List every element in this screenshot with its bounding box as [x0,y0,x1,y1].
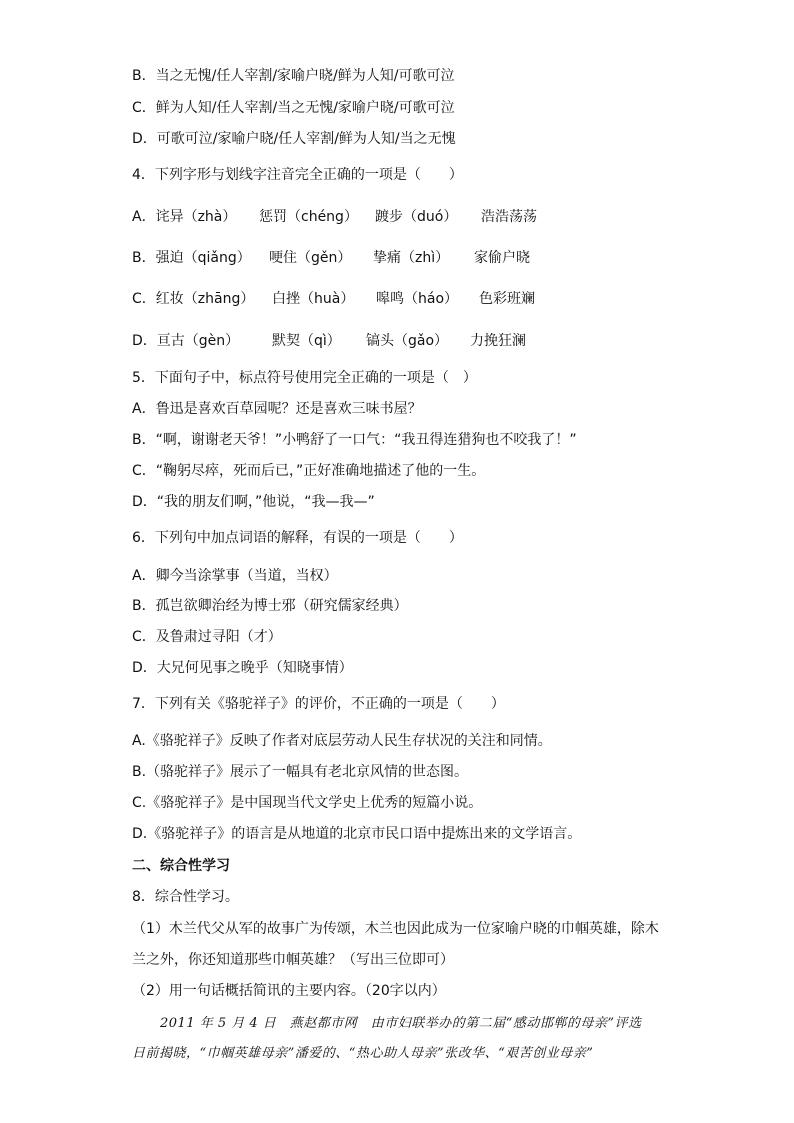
q4-a-item-3: 踱步（duó） [375,209,458,225]
q4-b-item-1: B．强迫（qiǎng） [132,250,251,266]
q6-option-c: C．及鲁肃过寻阳（才） [132,629,282,645]
q7-stem: 7．下列有关《骆驼祥子》的评价，不正确的一项是（ ） [132,696,505,712]
q4-c-item-1: C．红妆（zhāng） [132,291,255,307]
q6-stem: 6．下列句中加点词语的解释，有误的一项是（ ） [132,530,463,546]
q8-sub1-line2: 兰之外，你还知道那些巾帼英雄？（写出三位即可） [132,952,454,968]
q5-stem: 5．下面句子中，标点符号使用完全正确的一项是（ ） [132,370,477,386]
q6-option-d: D．大兄何见事之晚乎（知晓事情） [132,660,353,676]
q3-option-b: B．当之无愧/任人宰割/家喻户晓/鲜为人知/可歌可泣 [132,68,455,84]
q4-c-item-3: 嗥鸣（háo） [376,291,459,307]
q4-c-item-2: 白挫（huà） [272,291,355,307]
section-title: 二、综合性学习 [132,858,230,874]
q7-option-c: C.《骆驼祥子》是中国现当代文学史上优秀的短篇小说。 [132,795,483,811]
q4-a-item-4: 浩浩荡荡 [481,209,537,225]
q4-c-item-4: 色彩班斓 [479,291,535,307]
q7-option-d: D.《骆驼祥子》的语言是从地道的北京市民口语中提炼出来的文学语言。 [132,826,582,842]
q4-stem: 4．下列字形与划线字注音完全正确的一项是（ ） [132,167,463,183]
q4-d-item-3: 镐头（gǎo） [366,333,449,349]
q7-option-b: B.（骆驼祥子》展示了一幅具有老北京风情的世态图。 [132,764,469,780]
q8-stem: 8．综合性学习。 [132,889,239,905]
news-passage-line1: 2011 年 5 月 4 日 燕赵都市网 由市妇联举办的第二届“感动邯郸的母亲”评选 [160,1016,642,1031]
q5-option-a: A．鲁迅是喜欢百草园呢？还是喜欢三味书屋？ [132,401,422,417]
q6-option-b: B．孤岂欲卿治经为博士邪（研究儒家经典） [132,598,408,614]
q3-option-c: C．鲜为人知/任人宰割/当之无愧/家喻户晓/可歌可泣 [132,100,455,116]
q6-option-a: A．卿今当涂掌事（当道，当权） [132,568,338,584]
q5-option-d: D．“我的朋友们啊，”他说，“我—我—” [132,494,375,510]
q8-sub2: （2）用一句话概括简讯的主要内容。（20字以内） [132,983,446,999]
q4-b-item-2: 哽住（gěn） [269,250,352,266]
q4-a-item-2: 惩罚（chéng） [259,209,358,225]
q5-option-c: C．“鞠躬尽瘁，死而后已，”正好准确地描述了他的一生。 [132,463,486,479]
q3-option-d: D．可歌可泣/家喻户晓/任人宰割/鲜为人知/当之无愧 [132,131,456,147]
news-passage-line2: 日前揭晓，“巾帼英雄母亲”潘爱的、“热心助人母亲”张改华、“艰苦创业母亲” [132,1046,594,1061]
q4-d-item-2: 默契（qì） [272,333,341,349]
q7-option-a: A.《骆驼祥子》反映了作者对底层劳动人民生存状况的关注和同情。 [132,733,552,749]
q4-a-item-1: A．诧异（zhà） [132,209,237,225]
q8-sub1-line1: （1）木兰代父从军的故事广为传颂，木兰也因此成为一位家喻户晓的巾帼英雄，除木 [132,921,659,937]
q4-d-item-4: 力挽狂澜 [470,333,526,349]
q4-b-item-3: 挚痛（zhì） [373,250,450,266]
q4-d-item-1: D．亘古（gèn） [132,333,240,349]
q5-option-b: B．“啊，谢谢老天爷！”小鸭舒了一口气：“我丑得连猎狗也不咬我了！” [132,432,577,448]
q4-b-item-4: 家偷户晓 [474,250,530,266]
